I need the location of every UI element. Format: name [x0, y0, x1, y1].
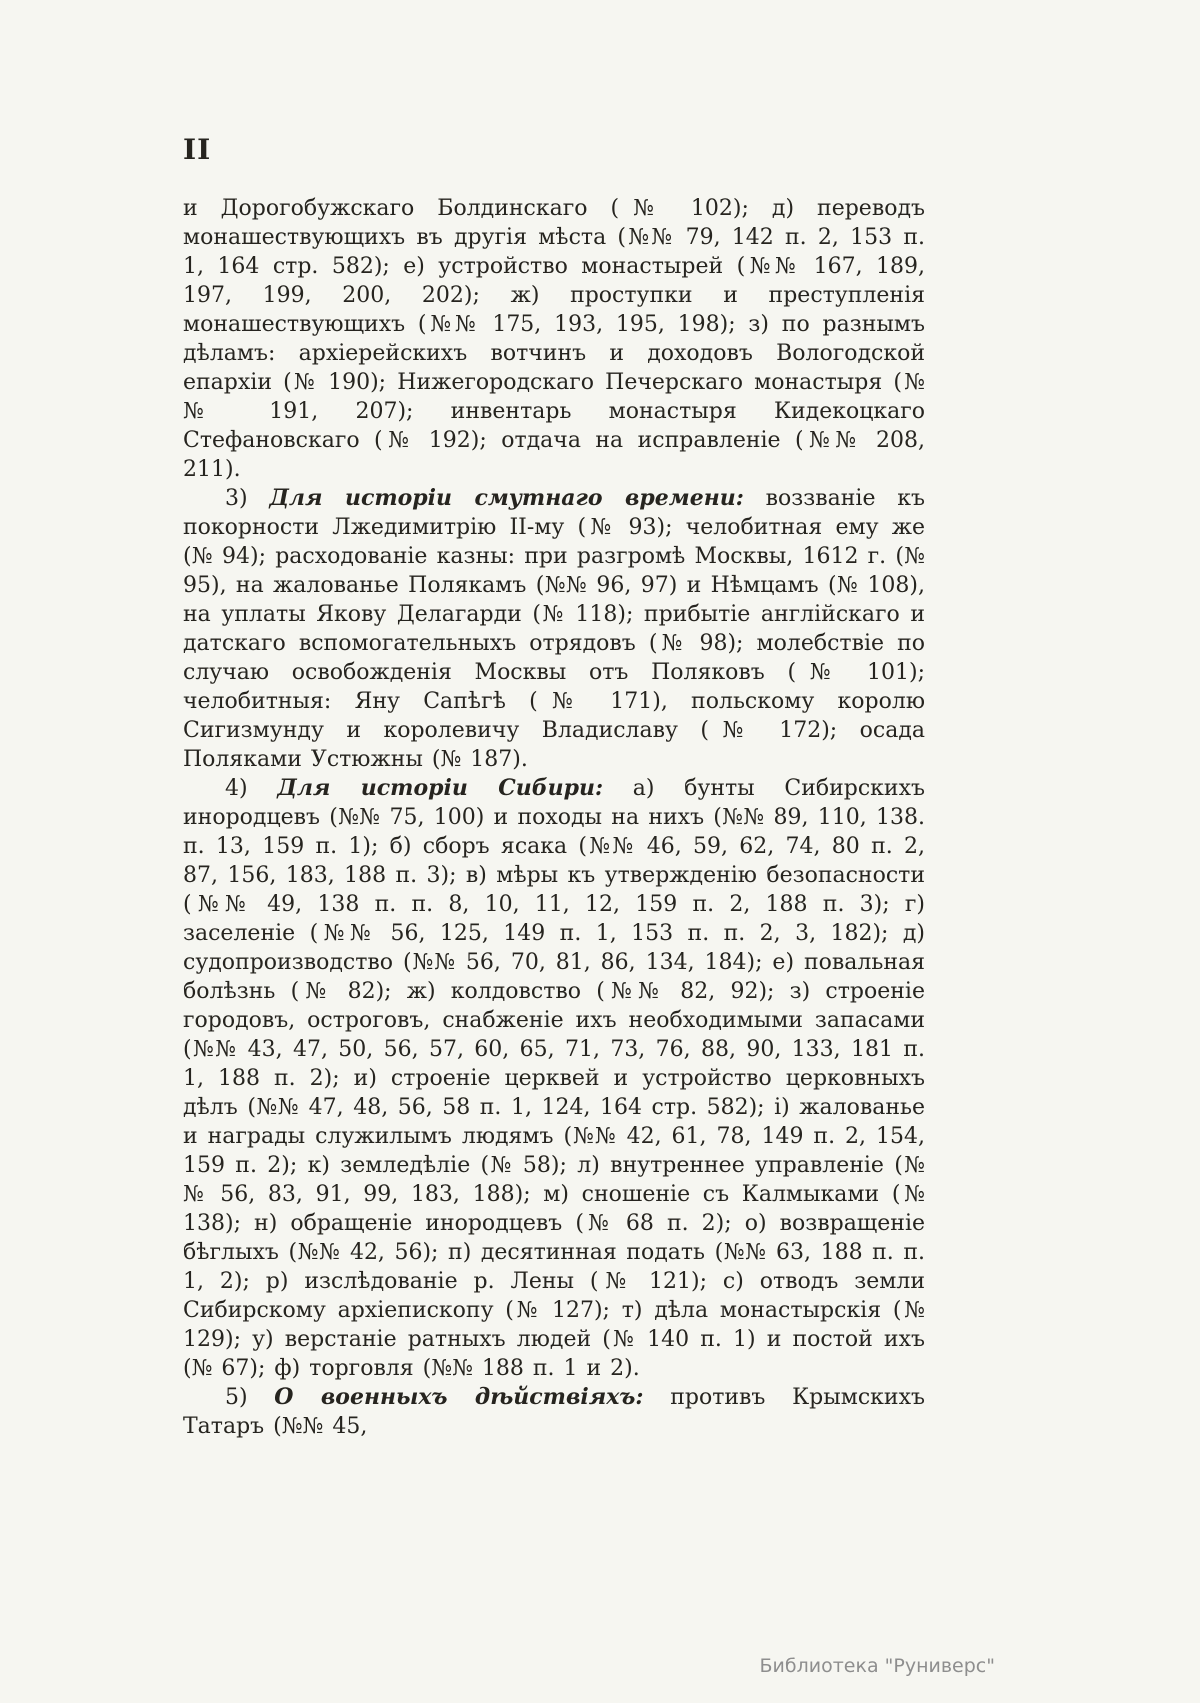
paragraph	[183, 484, 925, 774]
body-text: 5)	[225, 1385, 275, 1410]
section-heading-italic: Для исторіи Сибири:	[277, 775, 604, 801]
body-text: 4)	[225, 776, 278, 801]
body-text: 3)	[225, 486, 270, 511]
text-block	[183, 194, 925, 1441]
paragraph	[183, 774, 925, 1383]
body-text: противъ Крымскихъ Татаръ (№№ 45,	[183, 1385, 925, 1439]
section-heading-italic: О военныхъ дѣйствіяхъ:	[274, 1384, 644, 1410]
paragraph	[183, 1383, 925, 1441]
body-text: воззваніе къ покорности Лжедимитрію II-му (№ 93); челобитная ему же (№ 94); расходованіе казны: при разгромѣ Москвы, 1612 г. (№ 95), на жалованье Полякамъ (№№ 96, 97) и Нѣмцамъ (№ 108), на уплаты Якову Делагарди (№ 118); прибытіе англійскаго и датскаго вспомогательныхъ отрядовъ (№ 98); молебствіе по случаю освобожденія Москвы отъ Поляковъ (№ 101); челобитныя: Яну Сапѣгѣ (№ 171), польскому королю Сигизмунду и королевичу Владиславу (№ 172); осада Поляками Устюжны (№ 187).	[183, 486, 925, 772]
body-text: и Дорогобужскаго Болдинскаго (№ 102); д) переводъ монашествующихъ въ другія мѣста (№№ 79, 142 п. 2, 153 п. 1, 164 стр. 582); е) устройство монастырей (№№ 167, 189, 197, 199, 200, 202); ж) проступки и преступленія монашествующихъ (№№ 175, 193, 195, 198); з) по разнымъ дѣламъ: архіерейскихъ вотчинъ и доходовъ Вологодской епархіи (№ 190); Нижегородскаго Печерскаго монастыря (№№ 191, 207); инвентарь монастыря Кидекоцкаго Стефановскаго (№ 192); отдача на исправленіе (№№ 208, 211).	[183, 196, 925, 482]
body-text: а) бунты Сибирскихъ инородцевъ (№№ 75, 100) и походы на нихъ (№№ 89, 110, 138. п. 13, 159 п. 1); б) сборъ ясака (№№ 46, 59, 62, 74, 80 п. 2, 87, 156, 183, 188 п. 3); в) мѣры къ утвержденію безопасности (№№ 49, 138 п. п. 8, 10, 11, 12, 159 п. 2, 188 п. 3); г) заселеніе (№№ 56, 125, 149 п. 1, 153 п. п. 2, 3, 182); д) судопроизводство (№№ 56, 70, 81, 86, 134, 184); е) повальная болѣзнь (№ 82); ж) колдовство (№№ 82, 92); з) строеніе городовъ, остроговъ, снабженіе ихъ необходимыми запасами (№№ 43, 47, 50, 56, 57, 60, 65, 71, 73, 76, 88, 90, 133, 181 п. 1, 188 п. 2); и) строеніе церквей и устройство церковныхъ дѣлъ (№№ 47, 48, 56, 58 п. 1, 124, 164 стр. 582); і) жалованье и награды служилымъ людямъ (№№ 42, 61, 78, 149 п. 2, 154, 159 п. 2); к) земледѣліе (№ 58); л) внутреннее управленіе (№№ 56, 83, 91, 99, 183, 188); м) сношеніе съ Калмыками (№ 138); н) обращеніе инородцевъ (№ 68 п. 2); о) возвращеніе бѣглыхъ (№№ 42, 56); п) десятинная подать (№№ 63, 188 п. п. 1, 2); р) изслѣдованіе р. Лены (№ 121); с) отводъ земли Сибирскому архіепископу (№ 127); т) дѣла монастырскія (№ 129); у) верстаніе ратныхъ людей (№ 140 п. 1) и постой ихъ (№ 67); ф) торговля (№№ 188 п. 1 и 2).	[183, 776, 925, 1381]
library-watermark: Библиотека "Руниверс"	[759, 1655, 995, 1677]
page-number: II	[183, 133, 212, 166]
section-heading-italic: Для исторіи смутнаго времени:	[269, 485, 744, 511]
paragraph	[183, 194, 925, 484]
